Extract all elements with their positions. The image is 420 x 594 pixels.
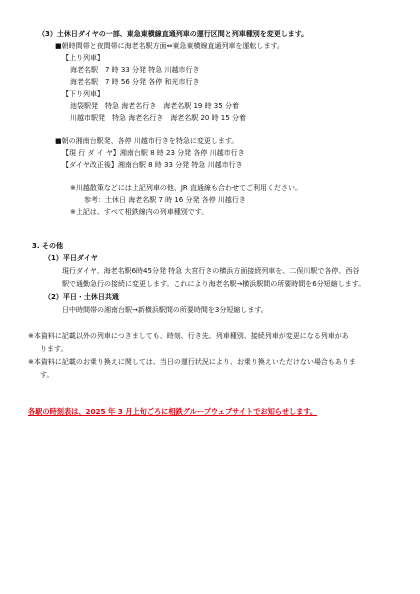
revised-schedule: 【ダイヤ改正後】湘南台駅 8 時 33 分発 特急 川越市行き bbox=[62, 161, 243, 169]
train-entry: 池袋駅発 特急 海老名行き 海老名駅 19 時 35 分着 bbox=[70, 102, 239, 110]
section-heading: 3. その他 bbox=[32, 242, 63, 250]
train-entry: 海老名駅 7 時 33 分発 特急 川越市行き bbox=[70, 66, 200, 74]
paragraph-line: 現行ダイヤ、海老名駅6時45分発 特急 大宮行きの横浜方面接続列車を、二俣川駅で各停、西谷 bbox=[62, 267, 360, 275]
footnote-line: ※本資料に記載以外の列車につきましても、時刻、行き先、列車種別、接続列車が変更になる列車があ bbox=[28, 332, 349, 340]
note: ※川越散策などには上記列車の他、JR 直通線も合わせてご利用ください。 bbox=[70, 184, 303, 192]
section-heading: （3）土休日ダイヤの一部、東急東横線直通列車の運行区間と列車種別を変更します。 bbox=[38, 30, 309, 38]
paragraph-line: 駅で通勤急行の接続に変更します。これにより海老名駅→横浜駅間の所要時間を6分短縮します。 bbox=[62, 280, 366, 288]
footnote-line: ります。 bbox=[40, 345, 68, 353]
note: ※上記は、すべて相鉄線内の列車種別です。 bbox=[70, 208, 209, 216]
bullet-item: ■朝の湘南台駅発、各停 川越市行きを特急に変更します。 bbox=[55, 137, 239, 145]
footnote-line: す。 bbox=[40, 371, 54, 379]
timetable-announcement: 各駅の時刻表は、2025 年 3 月上旬ごろに相鉄グループウェブサイトでお知らせします。 bbox=[28, 407, 318, 416]
footnote-line: ※本資料に記載のお乗り換えに関しては、当日の運行状況により、お乗り換えいただけない場合もありま bbox=[28, 358, 356, 366]
subsection-heading: （1）平日ダイヤ bbox=[44, 254, 98, 262]
subsection-heading: （2）平日・土休日共通 bbox=[44, 293, 119, 301]
up-trains-label: 【上り列車】 bbox=[62, 54, 104, 62]
paragraph-line: 日中時間帯の湘南台駅→新横浜駅間の所要時間を3分短縮します。 bbox=[62, 306, 268, 314]
current-schedule: 【現 行 ダ イ ヤ】湘南台駅 8 時 23 分発 各停 川越市行き bbox=[62, 149, 245, 157]
train-entry: 川越市駅発 特急 海老名行き 海老名駅 20 時 15 分着 bbox=[70, 114, 246, 122]
down-trains-label: 【下り列車】 bbox=[62, 90, 104, 98]
reference-line: 参考：土休日 海老名駅 7 時 16 分発 各停 川越行き bbox=[84, 196, 246, 204]
train-entry: 海老名駅 7 時 56 分発 各停 和光市行き bbox=[70, 78, 200, 86]
bullet-item: ■朝時間帯と夜間帯に海老名駅方面⇔東急東横線直通列車を運転します。 bbox=[55, 42, 284, 50]
